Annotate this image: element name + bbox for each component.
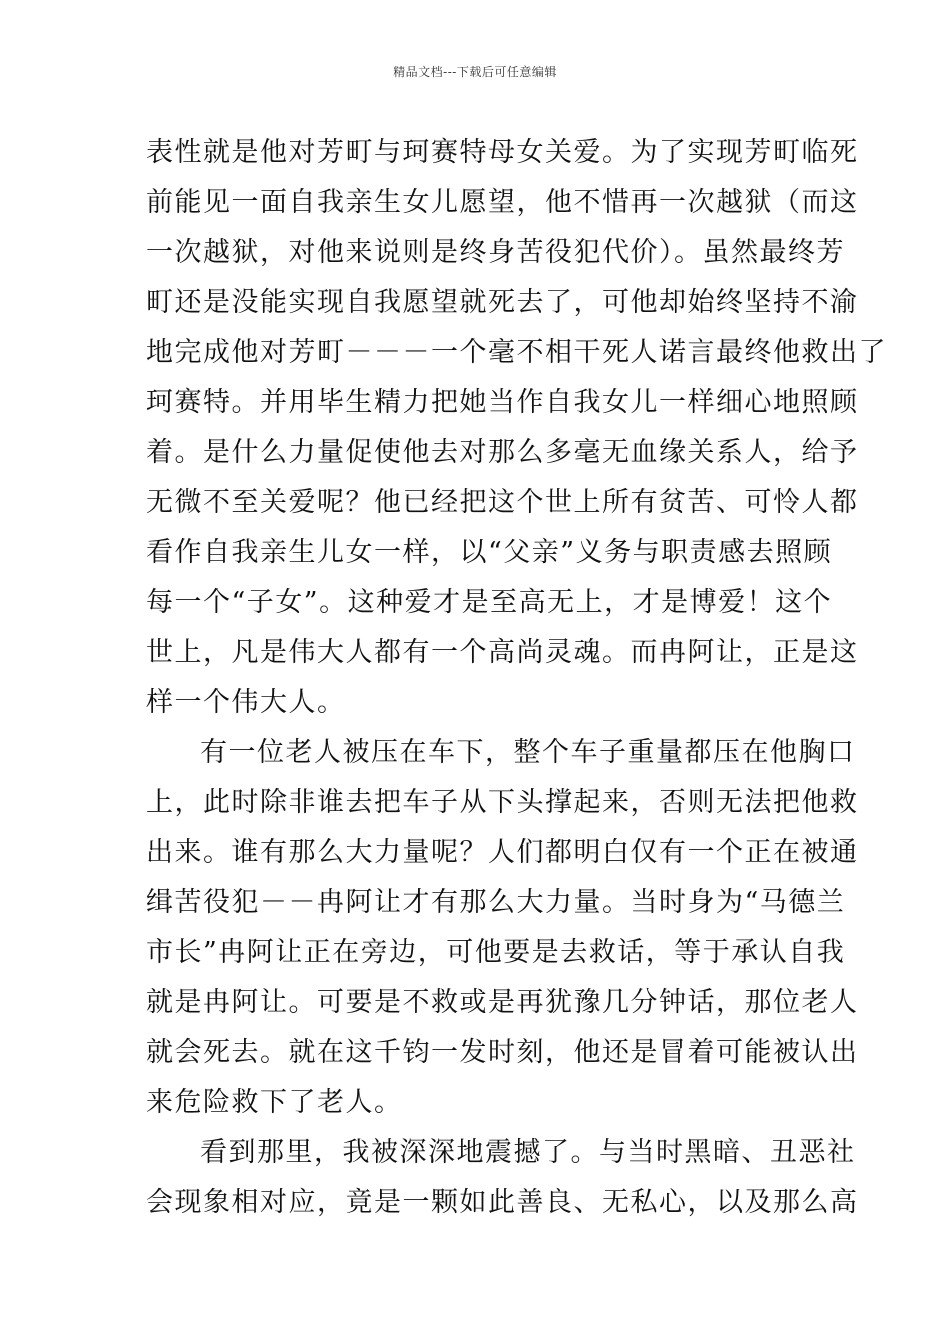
text-line: 就是冉阿让。可要是不救或是再犹豫几分钟话，那位老人 [146,987,859,1018]
text-line: 珂赛特。并用毕生精力把她当作自我女儿一样细心地照顾 [146,387,859,418]
text-line: 上，此时除非谁去把车子从下头撑起来，否则无法把他救 [146,787,859,818]
text-line: 着。是什么力量促使他去对那么多毫无血缘关系人，给予 [146,437,859,468]
text-line: 地完成他对芳町－－－一个毫不相干死人诺言最终他救出了 [146,337,887,368]
text-line: 世上，凡是伟大人都有一个高尚灵魂。而冉阿让，正是这 [146,637,859,668]
text-line: 缉苦役犯－－冉阿让才有那么大力量。当时身为“马德兰 [146,887,846,918]
paragraph [146,728,859,1128]
text-line: 就会死去。就在这千钧一发时刻，他还是冒着可能被认出 [146,1037,859,1068]
text-line: 有一位老人被压在车下，整个车子重量都压在他胸口 [200,737,856,768]
text-line: 来危险救下了老人。 [146,1087,403,1118]
text-line: 出来。谁有那么大力量呢？人们都明白仅有一个正在被通 [146,837,859,868]
text-line: 无微不至关爱呢？他已经把这个世上所有贫苦、可怜人都 [146,487,859,518]
paragraph [146,128,887,728]
text-line: 看到那里，我被深深地震撼了。与当时黑暗、丑恶社 [200,1137,856,1168]
text-line: 看作自我亲生儿女一样，以“父亲”义务与职责感去照顾 [146,537,833,568]
text-line: 市长”冉阿让正在旁边，可他要是去救话，等于承认自我 [146,937,846,968]
body-text [146,128,887,1228]
text-line: 会现象相对应，竟是一颗如此善良、无私心，以及那么高 [146,1187,859,1218]
text-line: 町还是没能实现自我愿望就死去了，可他却始终坚持不渝 [146,287,859,318]
text-line: 每一个“子女”。这种爱才是至高无上，才是博爱！这个 [146,587,833,618]
text-line: 一次越狱，对他来说则是终身苦役犯代价）。虽然最终芳 [146,237,845,268]
text-line: 样一个伟大人。 [146,687,346,718]
text-line: 前能见一面自我亲生女儿愿望，他不惜再一次越狱（而这 [146,187,859,218]
text-line: 表性就是他对芳町与珂赛特母女关爱。为了实现芳町临死 [146,137,859,168]
paragraph [146,1128,859,1228]
page-header: 精品文档---下载后可任意编辑 [393,65,557,79]
